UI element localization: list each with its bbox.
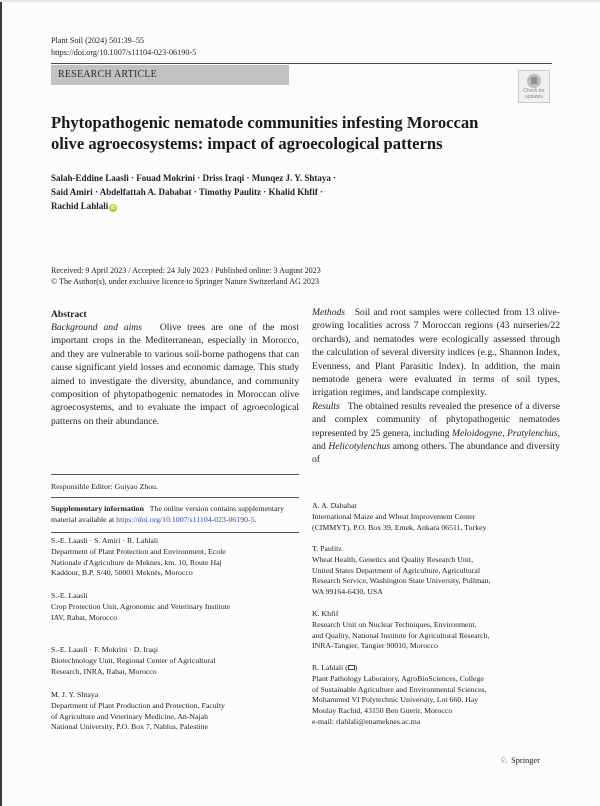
supplementary-text: The online version contains supplementary material available at — [51, 504, 285, 524]
affiliation-block: K. Khfif Research Unit on Nuclear Techniques, Environment, and Quality, National Institute for Agricultural Research, INRA-Tangier, Tangier 90010, Morocco — [312, 609, 490, 651]
check-for-updates-label: Check for updates — [523, 88, 545, 100]
article-title: Phytopathogenic nematode communities infesting Moroccan olive agroecosystems: impact of agroecological patterns — [51, 113, 479, 153]
responsible-editor: Responsible Editor: Guiyao Zhou. — [51, 482, 158, 491]
methods-text: Soil and root samples were collected from 13 olive-growing localities across 7 Moroccan regions (43 nurseries/22 orchards), and nematodes were ecologically assessed through the calculation of several diversity indices (e.g., Shannon Index, Evenness, and Plant Parasitic Index). In addition, the main nematode genera were evaluated in terms of soil types, irrigation regimes, and landscape complexity. — [312, 307, 560, 399]
page-top-border — [0, 0, 600, 2]
methods-label: Methods — [312, 307, 346, 318]
genus-helicotylenchus: Helicotylenchus — [328, 441, 391, 453]
publication-dates — [51, 266, 321, 287]
orcid-icon[interactable]: iD — [110, 205, 116, 211]
affiliation-block: S.-E. Laasli · F. Mokrini · D. Iraqi Biotechnology Unit, Regional Center of Agricultural Research, INRA, Rabat, Morocco — [51, 645, 216, 676]
affiliation-block: T. Paulitz Wheat Health, Genetics and Quality Research Unit, United States Department of Agriculture, Agricultural Research Service, Washington State University, Pullman, WA 99164-6430, USA — [312, 544, 491, 597]
supplementary-link[interactable]: https://doi.org/10.1007/s11104-023-06190-5 — [116, 515, 255, 524]
publisher-logo — [500, 755, 540, 766]
affiliation-block: A. A. Dababat International Maize and Wheat Improvement Center (CIMMYT), P.O. Box 39, Emek, Ankara 06511, Turkey — [312, 501, 487, 532]
affiliation-block: M. J. Y. Shtaya Department of Plant Production and Protection, Faculty of Agriculture and Veterinary Medicine, An-Najah National University, P.O. Box 7, Nablus, Palestine — [51, 690, 225, 732]
results-label: Results — [312, 400, 340, 412]
genus-pratylenchus: Pratylenchus — [506, 427, 558, 439]
bookmark-circle-icon — [527, 74, 541, 88]
affiliation-block: S.-E. Laasli Crop Protection Unit, Agronomic and Veterinary Institute IAV, Rabat, Morocco — [51, 591, 231, 622]
publication-history: Received: 9 April 2023 / Accepted: 24 July 2023 / Published online: 3 August 2023 — [51, 266, 321, 275]
background-text: Olive trees are one of the most important crops in the Mediterranean, especially in Morocco, and they are vulnerable to various soil-borne pathogens that can cause significant yield losses and economic damage. This study aimed to investigate the diversity, abundance, and community composition of phytopathogenic nematodes in Moroccan olive agroecosystems, and to evaluate the impact of agroecological patterns on their abundance. — [51, 322, 299, 427]
copyright-notice: © The Author(s), under exclusive licence to Springer Nature Switzerland AG 2023 — [51, 276, 320, 286]
background-label: Background and aims — [51, 322, 142, 333]
abstract-background — [51, 321, 299, 428]
abstract-methods-results: Methods Soil and root samples were collected from 13 olive-growing localities across 7 Moroccan regions (43 nurseries/22 orchards), and nematodes were ecologically assessed through the calculation of several diversity indices (e.g., Shannon Index, Evenness, and Plant Parasitic Index). In addition, the main nematode genera were evaluated in terms of soil types, irrigation regimes, and landscape complexity. Results The obtained results revealed the presence of a diverse and complex community of phytopathogenic nematodes represented by 25 genera, including Meloidogyne, Pratylenchus, and Helicotylenchus among others. The abundance and diversity of — [312, 307, 560, 466]
publisher-name: Springer — [511, 756, 540, 765]
article-type-banner: RESEARCH ARTICLE — [51, 65, 289, 85]
results-text: The obtained results revealed the presence of a diverse and complex community of phytopathogenic nematodes represented by 25 genera, including — [312, 400, 560, 439]
footnote-rule — [51, 497, 299, 498]
affiliation-block: R. Lahlali ( ) Plant Pathology Laboratory, AgroBioSciences, College of Sustainable Agriculture and Environmental Sciences, Mohammed VI Polytechnic University, Lot 660, Hay Moulay Rachid, 43150 Ben Guerir, Morocco e-mail: rlahlali@enameknes.ac.ma — [312, 663, 560, 728]
abstract-heading: Abstract — [51, 309, 87, 320]
affiliation-block: S.-E. Laasli · S. Amiri · R. Lahlali Department of Plant Protection and Environment, Ecole Nationale d'Agriculture de Meknes, km. 10, Route Haj Kaddour, B.P. S/40, 50001 Meknès, Morocco — [51, 536, 226, 578]
supplementary-label: Supplementary information — [51, 504, 144, 513]
author-rachid-lahlali: Rachid Lahlali — [51, 201, 109, 211]
check-for-updates-button[interactable] — [518, 70, 550, 103]
journal-header — [51, 35, 196, 59]
journal-citation: Plant Soil (2024) 501:39–55 — [51, 36, 145, 45]
affiliation-rule — [51, 532, 299, 533]
supplementary-information: Supplementary information The online version contains supplementary material available at https://doi.org/10.1007/s11104-023-06190-5. — [51, 504, 285, 524]
doi-link[interactable]: https://doi.org/10.1007/s11104-023-06190-5 — [51, 48, 197, 57]
corresponding-email[interactable]: e-mail: rlahlali@enameknes.ac.ma — [312, 716, 421, 726]
envelope-icon[interactable] — [348, 665, 355, 670]
footnote-rule — [51, 474, 299, 475]
springer-horse-icon: ♘ — [500, 755, 509, 765]
author-list: Salah-Eddine Laasli · Fouad Mokrini · Driss Iraqi · Munqez J. Y. Shtaya · Said Amiri · Abdelfattah A. Dababat · Timothy Paulitz · Khalid Khfif · Rachid Lahlali iD — [51, 173, 337, 211]
genus-meloidogyne: Meloidogyne — [452, 427, 503, 439]
page-left-border — [0, 0, 2, 806]
